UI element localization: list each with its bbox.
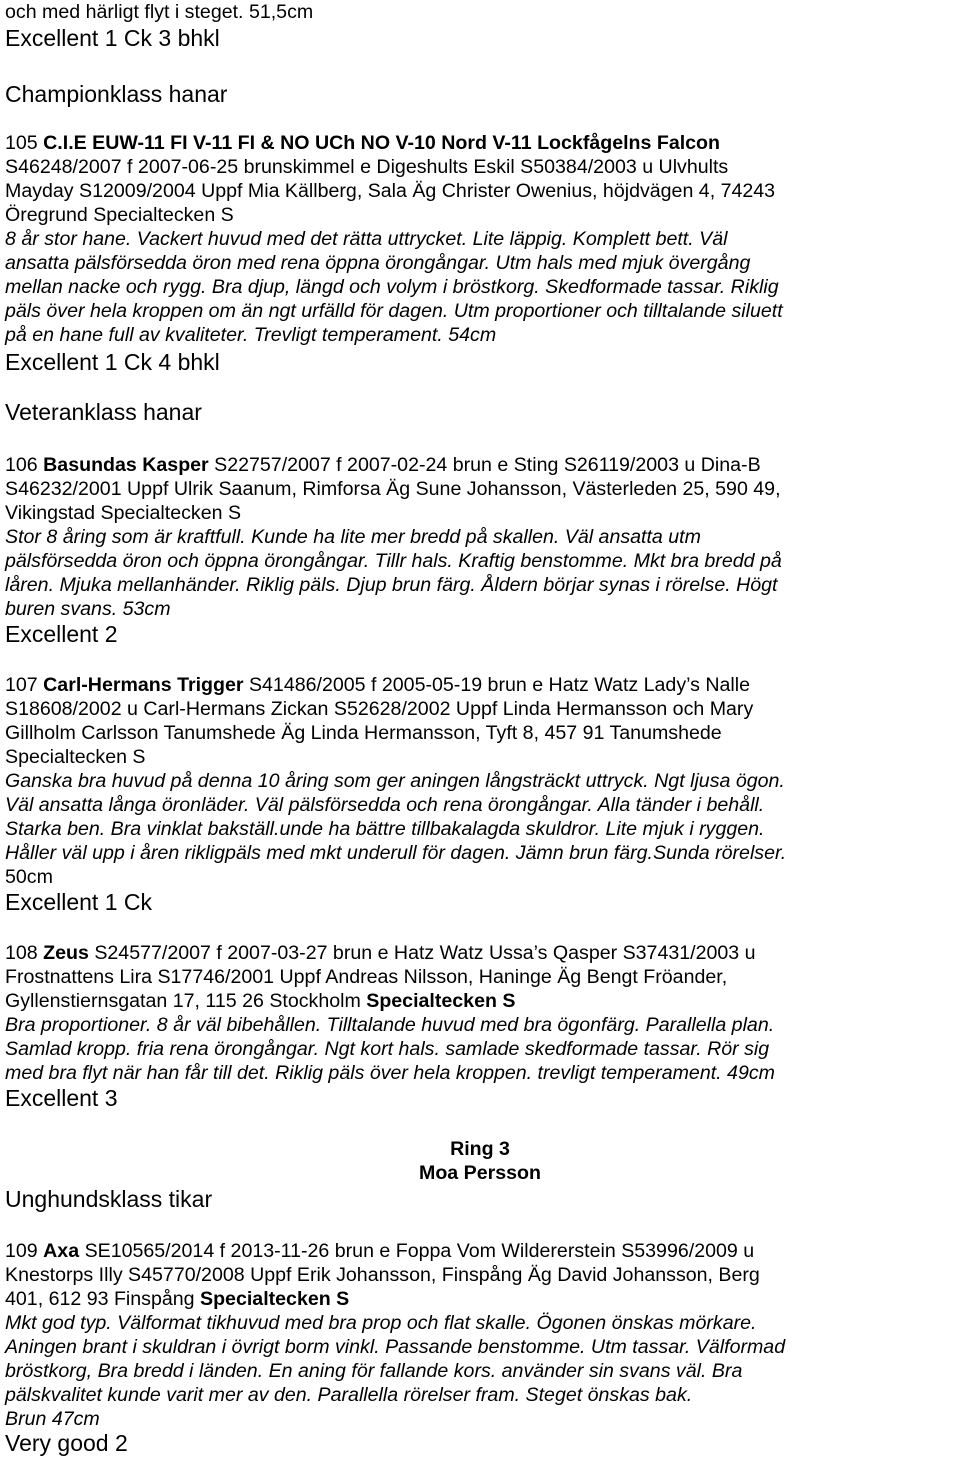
address: Gyllenstiernsgatan 17, 115 26 Stockholm xyxy=(5,990,361,1012)
special-mark: Specialtecken S xyxy=(5,746,146,768)
critique-line: bröstkorg, Bra bredd i länden. En aning för fallande kors. använder sin svans väl. Bra xyxy=(5,1360,743,1382)
dog-name: Zeus xyxy=(43,942,89,964)
result-grade: Excellent 3 xyxy=(5,1085,118,1111)
judge-name: Moa Persson xyxy=(419,1162,541,1184)
special-mark: Specialtecken S xyxy=(200,1288,350,1310)
critique-line: Aningen brant i skuldran i övrigt borm vinkl. Passande benstomme. Utm tassar. Välformad xyxy=(5,1336,786,1358)
entry-108-details xyxy=(5,989,515,1013)
location: Öregrund xyxy=(5,204,88,226)
entry-108-details: Frostnattens Lira S17746/2001 Uppf Andreas Nilsson, Haninge Äg Bengt Fröander, xyxy=(5,966,728,988)
entry-109-line1 xyxy=(5,1239,754,1263)
critique-line: Håller väl upp i åren rikligpäls med mkt underull för dagen. Jämn brun färg.Sunda rörelser. xyxy=(5,842,787,864)
critique-line: med bra flyt när han får till det. Riklig päls över hela kroppen. trevligt temperament. 49cm xyxy=(5,1062,775,1084)
entry-107-line1 xyxy=(5,673,750,697)
dog-name: Axa xyxy=(43,1240,80,1262)
critique-line: ansatta pälsförsedda öron med rena öppna örongångar. Utm hals med mjuk övergång xyxy=(5,252,751,274)
size-note: 50cm xyxy=(5,866,53,888)
entry-105-details xyxy=(5,203,234,227)
entry-106-details xyxy=(5,501,241,525)
critique-line: buren svans. 53cm xyxy=(5,598,171,620)
entry-number: 106 xyxy=(5,454,38,476)
ring-title: Ring 3 xyxy=(450,1138,510,1160)
entry-105-details: Mayday S12009/2004 Uppf Mia Källberg, Sala Äg Christer Owenius, höjdvägen 4, 74243 xyxy=(5,180,776,202)
entry-details: S22757/2007 f 2007-02-24 brun e Sting S26119/2003 u Dina-B xyxy=(214,454,761,476)
critique-line: Samlad kropp. fria rena örongångar. Ngt kort hals. samlade skedformade tassar. Rör sig xyxy=(5,1038,770,1060)
location: Vikingstad xyxy=(5,502,96,524)
critique-line: låren. Mjuka mellanhänder. Riklig päls. Djup brun färg. Åldern börjar synas i rörelse. Högt xyxy=(5,574,778,596)
critique-line: päls över hela kroppen om än ngt urfälld för dagen. Utm proportioner och tilltalande siluett xyxy=(5,300,783,322)
critique-line: Brun 47cm xyxy=(5,1408,100,1430)
special-mark: Specialtecken S xyxy=(100,502,242,524)
entry-107-details: S18608/2002 u Carl-Hermans Zickan S52628/2002 Uppf Linda Hermansson och Mary xyxy=(5,698,754,720)
entry-number: 105 xyxy=(5,132,38,154)
result-grade: Excellent 1 Ck 4 bhkl xyxy=(5,349,220,375)
critique-line: Starka ben. Bra vinklat bakställ.unde ha bättre tillbakalagda skuldror. Lite mjuk i ryggen. xyxy=(5,818,765,840)
entry-number: 107 xyxy=(5,674,38,696)
entry-details: SE10565/2014 f 2013-11-26 brun e Foppa Vom Wildererstein S53996/2009 u xyxy=(84,1240,755,1262)
entry-details: S24577/2007 f 2007-03-27 brun e Hatz Watz Ussa’s Qasper S37431/2003 u xyxy=(94,942,756,964)
address: 401, 612 93 Finspång xyxy=(5,1288,195,1310)
entry-108-line1 xyxy=(5,941,756,965)
critique-line: pälsförsedda öron och öppna örongångar. Tillr hals. Kraftig benstomme. Mkt bra bredd på xyxy=(5,550,782,572)
dog-name: Basundas Kasper xyxy=(43,454,209,476)
critique-line: på en hane full av kvaliteter. Trevligt temperament. 54cm xyxy=(5,324,497,346)
critique-line: Väl ansatta långa öronläder. Väl pälsförsedda och rena örongångar. Alla tänder i behåll. xyxy=(5,794,765,816)
critique-line: Stor 8 åring som är kraftfull. Kunde ha lite mer bredd på skallen. Väl ansatta utm xyxy=(5,526,701,548)
special-mark: Specialtecken S xyxy=(366,990,516,1012)
critique-line: pälskvalitet kunde varit mer av den. Parallella rörelser fram. Steget önskas bak. xyxy=(5,1384,693,1406)
result-grade: Excellent 1 Ck xyxy=(5,889,153,915)
entry-number: 108 xyxy=(5,942,38,964)
section-heading-youth: Unghundsklass tikar xyxy=(5,1186,213,1212)
entry-details: S41486/2005 f 2005-05-19 brun e Hatz Watz Lady’s Nalle xyxy=(248,674,751,696)
critique-line: mellan nacke och rygg. Bra djup, längd och volym i bröstkorg. Skedformade tassar. Riklig xyxy=(5,276,779,298)
entry-106-line1 xyxy=(5,453,761,477)
critique-line: Ganska bra huvud på denna 10 åring som ger aningen långsträckt uttryck. Ngt ljusa ögon. xyxy=(5,770,785,792)
entry-105-line1 xyxy=(5,131,720,155)
entry-109-details: Knestorps Illy S45770/2008 Uppf Erik Johansson, Finspång Äg David Johansson, Berg xyxy=(5,1264,760,1286)
entry-106-details: S46232/2001 Uppf Ulrik Saanum, Rimforsa Äg Sune Johansson, Västerleden 25, 590 49, xyxy=(5,478,781,500)
dog-name: C.I.E EUW-11 FI V-11 FI & NO UCh NO V-10 Nord V-11 Lockfågelns Falcon xyxy=(43,132,720,154)
section-heading-veteran: Veteranklass hanar xyxy=(5,399,202,425)
entry-109-details xyxy=(5,1287,349,1311)
result-grade: Excellent 2 xyxy=(5,621,118,647)
intro-grade: Excellent 1 Ck 3 bhkl xyxy=(5,25,220,51)
entry-105-details: S46248/2007 f 2007-06-25 brunskimmel e Digeshults Eskil S50384/2003 u Ulvhults xyxy=(5,156,729,178)
result-grade: Very good 2 xyxy=(5,1430,128,1456)
critique-line: Mkt god typ. Välformat tikhuvud med bra prop och flat skalle. Ögonen önskas mörkare. xyxy=(5,1312,757,1334)
critique-line: 8 år stor hane. Vackert huvud med det rätta uttrycket. Lite läppig. Komplett bett. Väl xyxy=(5,228,728,250)
critique-line: Bra proportioner. 8 år väl bibehållen. Tilltalande huvud med bra ögonfärg. Parallella plan. xyxy=(5,1014,775,1036)
intro-text: och med härligt flyt i steget. 51,5cm xyxy=(5,1,314,23)
section-heading-champion: Championklass hanar xyxy=(5,81,228,107)
special-mark: Specialtecken S xyxy=(93,204,234,226)
dog-name: Carl-Hermans Trigger xyxy=(43,674,244,696)
entry-number: 109 xyxy=(5,1240,38,1262)
entry-107-details: Gillholm Carlsson Tanumshede Äg Linda Hermansson, Tyft 8, 457 91 Tanumshede xyxy=(5,722,722,744)
